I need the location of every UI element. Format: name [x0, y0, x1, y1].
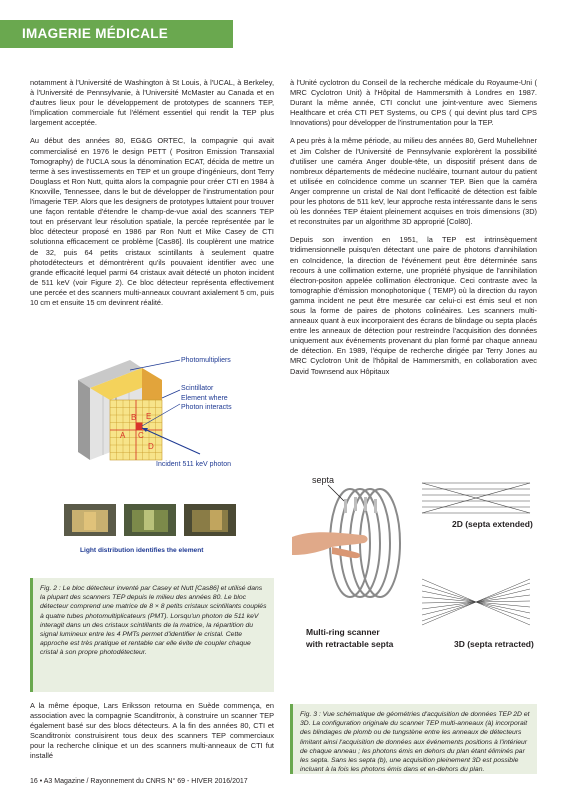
lor-2d [422, 483, 530, 513]
quadrant-label-a: A [120, 431, 126, 440]
label-photon-interacts: Photon interacts [181, 404, 232, 411]
lor-3d [422, 579, 530, 625]
label-septa: septa [312, 475, 335, 485]
section-title: IMAGERIE MÉDICALE [22, 26, 169, 41]
quadrant-label-c: C [138, 431, 144, 440]
header [0, 0, 565, 58]
page-footer: 16 • A3 Magazine / Rayonnement du CNRS N° 69 - HIVER 2016/2017 [30, 778, 248, 785]
figure-2-block-detector [30, 338, 274, 574]
label-2d: 2D (septa extended) [452, 519, 533, 529]
label-retractable-septa: with retractable septa [306, 639, 394, 649]
quadrant-label-d: D [148, 442, 154, 451]
block-detector-illustration [30, 338, 274, 574]
paragraph: A peu près à la même période, au milieu des années 80, Gerd Muhellehner et Jim Colsher de l'Université de Pennsylvanie explorèrent la possibilité d'utiliser une caméra Anger double-tête, un dispositif présent dans de nombreux départements de médecine nucléaire, tournant autour du patient et utilisée en coïncidence comme un scanner TEP. Bien que la caméra Anger comprenne un cristal de NaI dont l'efficacité de détection est faible pour les photons de 511 keV, leur approche resta intéressante dans le sens où les données TEP étaient pleinement acquises en trois dimensions (3D) et reconstruites par un algorithme 3D approprié [Col80]. [290, 136, 537, 227]
acquisition-geometry-illustration [292, 455, 537, 700]
figure-3-acquisition-geometry [292, 455, 537, 700]
figure-2-caption: Fig. 2 : Le bloc détecteur inventé par Casey et Nutt [Cas86] et utilisé dans la plupart des scanners TEP depuis le milieu des années 80. Le bloc détecteur comprend une matrice de 8 × 8 petits cristaux scintillants couplés à quatre tubes photomultiplicateurs (PMT). Lorsqu'un photon de 511 keV interagit dans un des cristaux scintillants de la matrice, la répartition du signal lumineux entre les 4 PMTs permet d'identifier le cristal. Cette approche est très pratique et rentable car elle évite de coupler chaque cristal à son propre photodétecteur. [30, 578, 274, 692]
label-light-distribution: Light distribution identifies the element [80, 547, 204, 554]
label-3d: 3D (septa retracted) [454, 639, 534, 649]
paragraph: Depuis son invention en 1951, la TEP est intrinsèquement tridimensionnelle puisqu'en détectant une paire de photons d'annihilation en coïncidence, la direction de l'événement peut être déterminée sans recours à une collimation externe, une propriété physique de l'annihilation électron-positon appelée collimation électronique. Ceci contraste avec la tomographie d'émission monophotonique ( TEMP) où la direction du rayon gamma incident ne peut être mesurée car celui-ci est émis seul et non sous la forme de paires de photons colinéaires. Les scanners multi-anneaux quant à eux incorporaient des écrans de blindage ou septa placés entre les anneaux de détection pour restreindre l'acquisition des données uniquement aux événements provenant du plan formé par chaque anneau de détection. En 1989, l'équipe de recherche dirigée par Terry Jones au MRC Cyclotron Unit de l'hôpital de Hammersmith, en collaboration avec David Townsend aux Hôpitaux [290, 235, 537, 376]
light-distribution-photos [64, 504, 236, 536]
label-photomultipliers: Photomultipliers [181, 357, 231, 364]
paragraph: notamment à l'Université de Washington à St Louis, à l'UCAL, à Berkeley, à l'Université de Pennsylvanie, à l'Université McMaster au Canada et en d'autres lieux pour le développement de prototypes de scanners TEP, l'implication commerciale fut l'élément essentiel qui rendit la TEP plus largement acceptée. [30, 78, 274, 128]
figure-3-caption: Fig. 3 : Vue schématique de géométries d'acquisition de données TEP 2D et 3D. La configuration originale du scanner TEP multi-anneaux (à) incorporait des blindages de plomb ou de tungstène entre les anneaux de détecteurs limitant ainsi l'acquisition de données aux événements positions à l'intérieur de chaque anneau ; les photons émis en dehors du plan étant éliminés par les septa. Sans les septa (b), une acquisition pleinement 3D est possible incluant à la fois les photons émis dans et en-dehors du plan. [290, 704, 537, 774]
paragraph: à l'Unité cyclotron du Conseil de la recherche médicale du Royaume-Uni ( MRC Cyclotron Unit) à l'Hôpital de Hammersmith à Londres en 1987. Durant la même année, CTI conclut une joint-venture avec Siemens Healthcare et créa CTI PET Systems, ou CPS ( qui devint plus tard CPS Innovations) pour développer de l'instrumentation pour la TEP. [290, 78, 537, 128]
label-incident-photon: Incident 511 keV photon [156, 461, 231, 468]
label-element-where: Element where [181, 395, 228, 402]
left-column [30, 78, 274, 316]
bottom-left-paragraph: A la même époque, Lars Eriksson retourna en Suède commença, en association avec la compagnie Scanditronix, à construire un scanner TEP également basé sur des blocs détecteurs. A la fin des années 80, CTI et Scanditronix construisirent tous deux des scanners TEP commerciaux pour la recherche clinique et un des scanners multi-anneaux de CTI fut installé [30, 701, 274, 761]
label-scintillator: Scintillator [181, 385, 214, 392]
quadrant-label-b: B [131, 413, 137, 422]
quadrant-label-e: E [146, 412, 152, 421]
right-column [290, 78, 537, 385]
paragraph: Au début des années 80, EG&G ORTEC, la compagnie qui avait commercialisé en 1976 le design PETT ( Positron Emission Transaxial Tomography) de l'UCLA sous la dénomination ECAT, décida de mettre un terme à ses investissements en TEP et un groupe d'ingénieurs, dont Terry Douglass et Ron Nutt, quitta alors la compagnie pour créer CTI en 1984 à Knoxville, Tennessee, dans le but de développer de l'instrumentation pour l'imagerie TEP. Alors que les designers de prototypes luttaient pour trouver une façon rentable d'étendre le champ-de-vue axial des scanners TEP tout en préservant leur résolution spatiale, la percée représentée par le bloc détecteur proposé en 1986 par Ron Nutt et Mike Casey de CTI solutionna efficacement ce problème [Cas86]. Ils couplèrent une matrice de 32, puis 64 petits cristaux scintillants à seulement quatre photodétecteurs et démontrèrent qu'ils pouvaient identifier avec une grande efficacité lequel parmi 64 cristaux avait détecté un photon incident de 511 keV (voir Figure 2). Ce bloc détecteur représenta effectivement une percée et des scanners multi-anneaux couvrant axialement 5 cm, puis 10 cm et ensuite 15 cm devinrent réalité. [30, 136, 274, 307]
label-multi-ring-scanner: Multi-ring scanner [306, 627, 380, 637]
